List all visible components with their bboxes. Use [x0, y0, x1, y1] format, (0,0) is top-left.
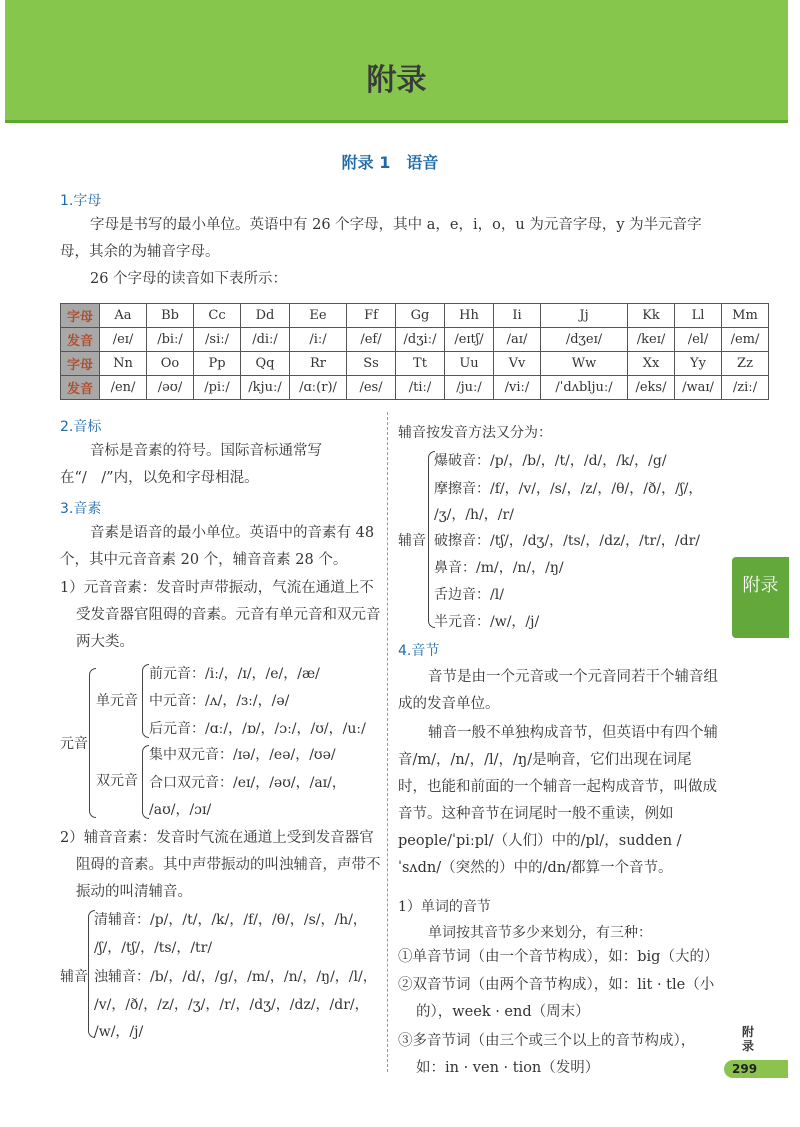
- table-cell: Ss: [347, 352, 396, 376]
- semivowels: 半元音：/w/，/j/: [434, 614, 540, 630]
- column-divider: [387, 412, 389, 1072]
- closing-diphthongs-cont: /aʊ/，/ɔɪ/: [149, 802, 212, 818]
- voiceless-consonants: 清辅音：/p/，/t/，/k/，/f/，/θ/，/s/，/h/，: [94, 912, 367, 928]
- monophthong-brace: [142, 664, 149, 738]
- diphthong-brace: [142, 745, 149, 819]
- table-cell: /ziː/: [722, 376, 769, 400]
- centring-diphthongs: 集中双元音：/ɪə/，/eə/，/ʊə/: [149, 747, 336, 763]
- table-cell: Ll: [675, 304, 722, 328]
- syllable-paragraph-1: 音节是由一个元音或一个元音同若干个辅音组成的发音单位。: [398, 669, 718, 712]
- table-cell: /viː/: [494, 376, 541, 400]
- table-cell: Qq: [241, 352, 290, 376]
- table-cell: /dʒiː/: [396, 328, 445, 352]
- table-cell: Gg: [396, 304, 445, 328]
- heading-letters: 1.字母: [60, 193, 102, 209]
- voiceless-consonants-cont: /ʃ/，/tʃ/，/ts/，/tr/: [94, 940, 213, 956]
- section-title: 附录 1 语音: [341, 153, 439, 172]
- table-cell: /iː/: [290, 328, 347, 352]
- lateral: 舌边音：/l/: [434, 587, 504, 603]
- table-cell: Pp: [194, 352, 241, 376]
- central-vowels: 中元音：/ʌ/，/ɜː/，/ə/: [149, 693, 290, 709]
- table-cell: Hh: [445, 304, 494, 328]
- back-vowels: 后元音：/ɑː/，/ɒ/，/ɔː/，/ʊ/，/uː/: [149, 721, 366, 737]
- table-row: [61, 376, 769, 400]
- vowel-root-label: 元音: [60, 736, 88, 752]
- table-cell: Mm: [722, 304, 769, 328]
- table-cell: Xx: [628, 352, 675, 376]
- table-cell: /ˈdʌbljuː/: [541, 376, 628, 400]
- table-cell: /biː/: [147, 328, 194, 352]
- voiced-consonants: 浊辅音：/b/，/d/，/g/，/m/，/n/，/ŋ/，/l/，: [94, 969, 377, 985]
- table-row: [61, 304, 769, 328]
- table-cell: Tt: [396, 352, 445, 376]
- table-row: [61, 328, 769, 352]
- phonemes-paragraph: 音素是语音的最小单位。英语中的音素有 48 个，其中元音音素 20 个，辅音音素 28 个。: [60, 525, 375, 568]
- table-cell: /juː/: [445, 376, 494, 400]
- syllable-paragraph-2: 辅音一般不单独构成音节，但英语中有四个辅音/m/，/n/，/l/，/ŋ/是响音，它们出现在词尾时，也能和前面的一个辅音一起构成音节，叫做成音节。这种音节在词尾时一般不重读，例如 people/ˈpiːpl/（人们）中的/pl/，sudden /ˈsʌdn/（突然的）中的/dn/都算一个音节。: [398, 725, 718, 876]
- row-header: 字母: [61, 304, 100, 328]
- vowel-definition: 1）元音音素：发音时声带振动，气流在通道上不受发音器官阻碍的音素。元音有单元音和双元音两大类。: [60, 580, 381, 650]
- table-cell: /siː/: [194, 328, 241, 352]
- table-cell: Ee: [290, 304, 347, 328]
- table-cell: /ɑː(r)/: [290, 376, 347, 400]
- table-cell: Oo: [147, 352, 194, 376]
- table-cell: Bb: [147, 304, 194, 328]
- page-title: 附录: [366, 63, 427, 98]
- voiced-consonants-cont2: /w/，/j/: [94, 1024, 144, 1040]
- footer-chapter-label: 附录: [741, 1025, 754, 1053]
- heading-syllables: 4.音节: [398, 643, 440, 659]
- table-cell: /piː/: [194, 376, 241, 400]
- polysyllabic-item: ③多音节词（由三个或三个以上的音节构成），如：in · ven · tion（发明）: [398, 1033, 696, 1076]
- table-cell: /diː/: [241, 328, 290, 352]
- table-cell: /en/: [100, 376, 147, 400]
- table-cell: Dd: [241, 304, 290, 328]
- affricates: 破擦音：/tʃ/，/dʒ/，/ts/，/dz/，/tr/，/dr/: [434, 533, 701, 549]
- table-row: [61, 352, 769, 376]
- table-cell: Rr: [290, 352, 347, 376]
- table-cell: /aɪ/: [494, 328, 541, 352]
- closing-diphthongs: 合口双元音：/eɪ/，/əʊ/，/aɪ/，: [149, 775, 346, 791]
- table-cell: /waɪ/: [675, 376, 722, 400]
- letters-table: [60, 303, 769, 400]
- row-header: 发音: [61, 376, 100, 400]
- table-cell: /eks/: [628, 376, 675, 400]
- manner-intro: 辅音按发音方法又分为：: [398, 425, 552, 441]
- consonant-definition: 2）辅音音素：发音时气流在通道上受到发音器官阻碍的音素。其中声带振动的叫浊辅音，声带不振动的叫清辅音。: [60, 830, 381, 900]
- table-cell: /ef/: [347, 328, 396, 352]
- diphthong-label: 双元音: [96, 773, 138, 789]
- heading-phonemes: 3.音素: [60, 501, 102, 517]
- table-cell: Ff: [347, 304, 396, 328]
- table-cell: Vv: [494, 352, 541, 376]
- heading-phonetic-symbols: 2.音标: [60, 419, 102, 435]
- fricatives-cont: /ʒ/，/h/，/r/: [434, 507, 514, 523]
- phonetic-symbols-paragraph: 音标是音素的符号。国际音标通常写在“/ /”内，以免和字母相混。: [60, 443, 322, 486]
- table-cell: Yy: [675, 352, 722, 376]
- table-cell: /em/: [722, 328, 769, 352]
- table-cell: /el/: [675, 328, 722, 352]
- table-cell: Zz: [722, 352, 769, 376]
- table-cell: Ii: [494, 304, 541, 328]
- table-cell: /eɪtʃ/: [445, 328, 494, 352]
- fricatives: 摩擦音：/f/，/v/，/s/，/z/，/θ/，/ð/，/ʃ/，: [434, 481, 703, 497]
- disyllabic-item: ②双音节词（由两个音节构成），如：lit · tle（小的），week · end（周末）: [398, 977, 715, 1020]
- row-header: 字母: [61, 352, 100, 376]
- consonant-root-label: 辅音: [60, 969, 88, 985]
- front-vowels: 前元音：/iː/，/ɪ/，/e/，/æ/: [149, 666, 320, 682]
- word-syllables-subheading: 1）单词的音节: [398, 899, 491, 915]
- table-cell: /əʊ/: [147, 376, 194, 400]
- manner-root-label: 辅音: [398, 533, 426, 549]
- letters-paragraph: 字母是书写的最小单位。英语中有 26 个字母，其中 a，e，i，o，u 为元音字母，y 为半元音字母，其余的为辅音字母。: [60, 217, 702, 260]
- table-cell: Aa: [100, 304, 147, 328]
- table-cell: Nn: [100, 352, 147, 376]
- table-cell: Jj: [541, 304, 628, 328]
- table-cell: /keɪ/: [628, 328, 675, 352]
- header-banner: [5, 0, 788, 123]
- table-cell: Kk: [628, 304, 675, 328]
- monophthong-label: 单元音: [96, 693, 138, 709]
- table-cell: /dʒeɪ/: [541, 328, 628, 352]
- table-cell: /kjuː/: [241, 376, 290, 400]
- table-cell: /es/: [347, 376, 396, 400]
- row-header: 发音: [61, 328, 100, 352]
- monosyllabic-item: ①单音节词（由一个音节构成），如：big（大的）: [398, 949, 719, 965]
- table-cell: /tiː/: [396, 376, 445, 400]
- vowel-brace: [89, 668, 96, 818]
- table-cell: /eɪ/: [100, 328, 147, 352]
- chapter-side-tab: 附录: [732, 557, 789, 638]
- word-syllables-intro: 单词按其音节多少来划分，有三种：: [428, 925, 652, 941]
- table-cell: Uu: [445, 352, 494, 376]
- letters-table-intro: 26 个字母的读音如下表所示：: [90, 271, 288, 287]
- table-cell: Cc: [194, 304, 241, 328]
- table-cell: Ww: [541, 352, 628, 376]
- plosives: 爆破音：/p/，/b/，/t/，/d/，/k/，/g/: [434, 453, 667, 469]
- page-number: 299: [724, 1060, 788, 1078]
- nasals: 鼻音：/m/，/n/，/ŋ/: [434, 560, 564, 576]
- voiced-consonants-cont: /v/，/ð/，/z/，/ʒ/，/r/，/dʒ/，/dz/，/dr/，: [94, 997, 369, 1013]
